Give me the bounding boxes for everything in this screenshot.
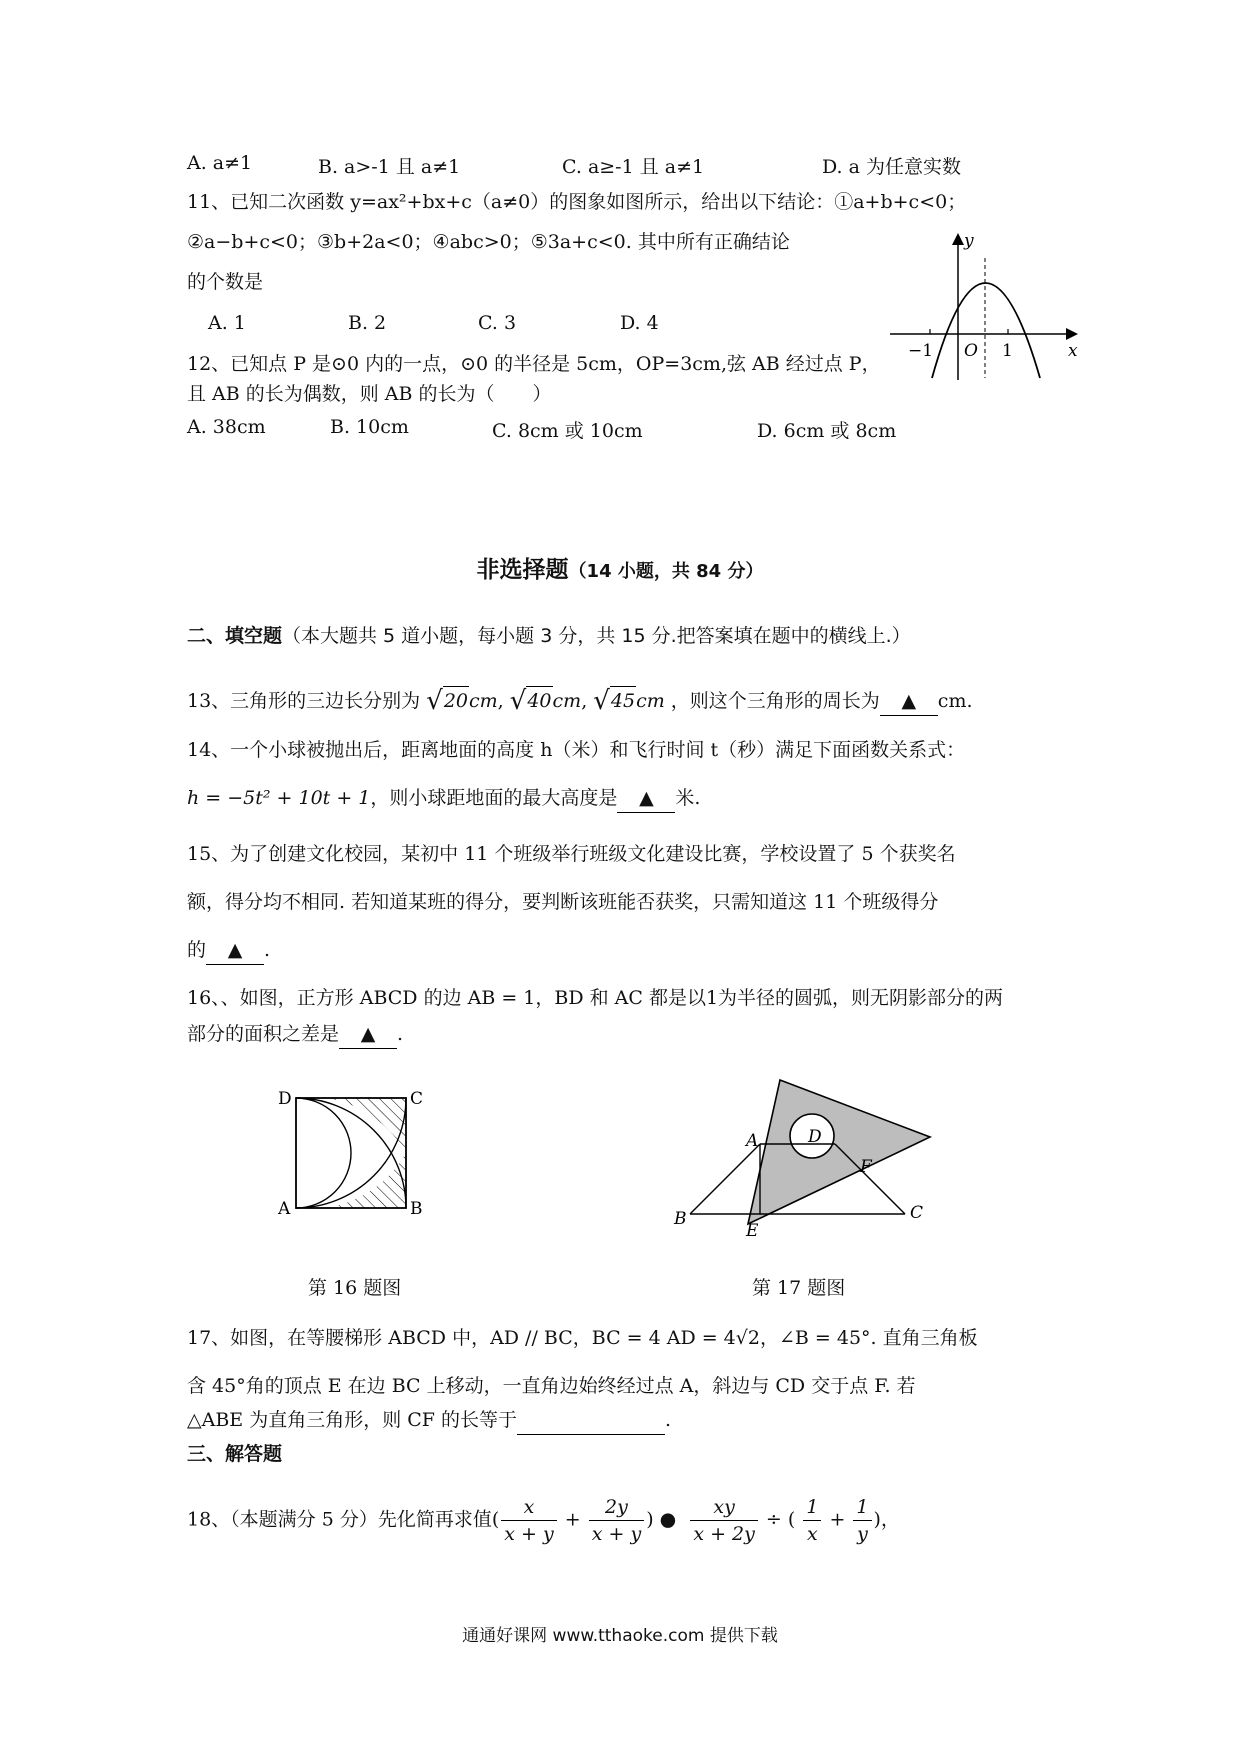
label-d: D xyxy=(278,1089,292,1109)
q18-fraction-2 xyxy=(589,1494,644,1547)
q11-option-d: D. 4 xyxy=(620,312,659,334)
label-a: A xyxy=(746,1131,759,1151)
q15-line3-prefix: 的 xyxy=(187,939,207,961)
q16-line2-suffix: . xyxy=(397,1023,404,1045)
q18-suffix: ， xyxy=(880,1508,900,1531)
q13-answer-blank[interactable]: ▲ xyxy=(880,687,938,716)
part2-title xyxy=(0,556,1240,586)
q12-option-c: C. 8cm 或 10cm xyxy=(492,420,643,442)
origin-label: O xyxy=(964,341,978,361)
q11-line-1: 11、已知二次函数 y=ax²+bx+c（a≠0）的图象如图所示，给出以下结论：①a+b+c<0； xyxy=(187,191,967,213)
q18-f1-numerator: x xyxy=(501,1494,556,1521)
q13-mid: ，则这个三角形的周长为 xyxy=(670,690,880,712)
q12-option-b: B. 10cm xyxy=(330,416,409,438)
figure-16 xyxy=(270,1080,450,1220)
q13-radicand-1: 20 xyxy=(443,686,469,715)
q14-answer-blank[interactable]: ▲ xyxy=(617,784,675,813)
q12-option-d: D. 6cm 或 8cm xyxy=(757,420,897,442)
q14-line-2 xyxy=(187,784,700,813)
q13-unit-3: cm xyxy=(636,690,665,712)
q18-fraction-3 xyxy=(690,1494,758,1547)
q14-formula: h = −5t² + 10t + 1 xyxy=(187,787,371,809)
q10-option-d: D. a 为任意实数 xyxy=(822,156,962,178)
q17-line-1: 17、如图，在等腰梯形 ABCD 中，AD // BC，BC = 4 AD = 4√2，∠B = 45°. 直角三角板 xyxy=(187,1327,978,1349)
section2-head: 二、填空题 xyxy=(187,625,283,647)
q13-radicand-3: 45 xyxy=(610,686,636,715)
q16-answer-blank[interactable]: ▲ xyxy=(339,1020,397,1049)
label-e: E xyxy=(746,1221,759,1241)
q18-line: 18、（本题满分 5 分）先化简再求值( $\frac{x}{x + y}$ + $\frac{2y}{x + y}$ ) ● $\frac{xy}{x + 2y}$ ÷ ( $\frac{1}{x}$ + $\frac{1}{y}$ )， xyxy=(187,1496,900,1545)
sqrt-sign: √ xyxy=(509,686,527,716)
triangle-ruler xyxy=(748,1080,930,1224)
part2-title-main: 非选择题 xyxy=(476,557,569,583)
q13-radicand-2: 40 xyxy=(526,686,552,715)
q11-option-a: A. 1 xyxy=(208,312,246,334)
q11-option-c: C. 3 xyxy=(478,312,517,334)
q11-option-b: B. 2 xyxy=(348,312,387,334)
section2-rest: （本大题共 5 道小题，每小题 3 分，共 15 分.把答案填在题中的横线上.） xyxy=(282,625,911,647)
sqrt-sign: √ xyxy=(426,686,443,716)
q18-f5-numerator: 1 xyxy=(853,1494,871,1521)
label-f: F xyxy=(860,1157,872,1177)
q10-option-b: B. a>-1 且 a≠1 xyxy=(318,156,461,178)
q12-option-a: A. 38cm xyxy=(187,416,266,438)
label-b: B xyxy=(410,1199,423,1219)
q18-f1-denominator: x + y xyxy=(504,1523,554,1545)
q10-option-c: C. a≥-1 且 a≠1 xyxy=(562,156,705,178)
tick-pos-label: 1 xyxy=(1002,341,1013,361)
q18-f5-denominator: y xyxy=(857,1523,868,1545)
section3-header: 三、解答题 xyxy=(187,1443,283,1465)
q18-f3-denominator: x + 2y xyxy=(693,1523,755,1545)
q15-answer-blank[interactable]: ▲ xyxy=(206,936,264,965)
q18-f2-numerator: 2y xyxy=(589,1494,644,1521)
q11-line-3: 的个数是 xyxy=(187,271,264,293)
q18-f4-denominator: x xyxy=(807,1523,818,1545)
tick-neg-label: −1 xyxy=(908,341,934,361)
q16-line-2 xyxy=(187,1020,403,1049)
q18-fraction-4 xyxy=(803,1494,821,1547)
parabola-curve xyxy=(932,283,1040,378)
q13-line: 13、三角形的三边长分别为 √20cm, √40cm, √45cm ，则这个三角形的周长为 ▲ cm. xyxy=(187,686,973,716)
q14-mid: ，则小球距地面的最大高度是 xyxy=(370,787,618,809)
q17-answer-blank[interactable] xyxy=(517,1406,665,1435)
figure-16-caption: 第 16 题图 xyxy=(308,1277,402,1299)
q14-suffix: 米. xyxy=(675,787,701,809)
q12-line-2: 且 AB 的长为偶数，则 AB 的长为（ ） xyxy=(187,383,552,405)
q18-fraction-1 xyxy=(501,1494,556,1547)
q11-line-2: ②a−b+c<0；③b+2a<0；④abc>0；⑤3a+c<0. 其中所有正确结论 xyxy=(187,231,790,253)
q13-unit-2: cm xyxy=(552,690,582,712)
q13-suffix: cm. xyxy=(937,690,973,712)
q17-line-2: 含 45°角的顶点 E 在边 BC 上移动，一直角边始终经过点 A，斜边与 CD 交于点 F. 若 xyxy=(187,1375,916,1397)
q17-line-3 xyxy=(187,1406,671,1435)
q18-fraction-5 xyxy=(853,1494,871,1547)
q18-f2-denominator: x + y xyxy=(591,1523,642,1545)
figure-17 xyxy=(660,1060,960,1250)
inner-arc xyxy=(296,1098,351,1208)
q18-f4-numerator: 1 xyxy=(803,1494,821,1521)
parabola-graph xyxy=(890,228,1090,388)
page-footer: 通通好课网 www.tthaoke.com 提供下载 xyxy=(462,1626,778,1646)
q14-line-1: 14、一个小球被抛出后，距离地面的高度 h（米）和飞行时间 t（秒）满足下面函数关系式： xyxy=(187,739,966,761)
q15-line3-suffix: . xyxy=(264,939,271,961)
label-a: A xyxy=(278,1199,291,1219)
q12-line-1: 12、已知点 P 是⊙0 内的一点，⊙0 的半径是 5cm，OP=3cm,弦 AB 经过点 P， xyxy=(187,353,881,375)
q15-line-1: 15、为了创建文化校园，某初中 11 个班级举行班级文化建设比赛，学校设置了 5 个获奖名 xyxy=(187,843,956,865)
q13-unit-1: cm xyxy=(469,690,498,712)
side-ab xyxy=(690,1144,760,1214)
y-axis-label: y xyxy=(964,231,974,251)
q16-line2-prefix: 部分的面积之差是 xyxy=(187,1023,340,1045)
sqrt-sign: √ xyxy=(593,686,610,716)
q15-line-2: 额，得分均不相同. 若知道某班的得分，要判断该班能否获奖，只需知道这 11 个班级得分 xyxy=(187,891,939,913)
part2-title-sub: （14 小题，共 84 分） xyxy=(568,561,764,582)
x-axis-label: x xyxy=(1068,341,1078,361)
label-c: C xyxy=(410,1089,424,1109)
label-b: B xyxy=(674,1209,687,1229)
q13-prefix: 13、三角形的三边长分别为 xyxy=(187,690,421,712)
section2-header xyxy=(187,622,911,650)
label-c: C xyxy=(910,1203,924,1223)
q15-line-3 xyxy=(187,936,270,965)
q17-line3-suffix: . xyxy=(665,1409,672,1431)
q18-prefix: 18、（本题满分 5 分）先化简再求值 xyxy=(187,1508,492,1531)
label-d: D xyxy=(808,1127,822,1147)
q10-option-a: A. a≠1 xyxy=(187,152,253,174)
q18-f3-numerator: xy xyxy=(690,1494,758,1521)
q16-line-1: 16、、如图，正方形 ABCD 的边 AB = 1，BD 和 AC 都是以1为半径的圆弧，则无阴影部分的两 xyxy=(187,987,1004,1009)
figure-17-caption: 第 17 题图 xyxy=(752,1277,846,1299)
q17-line3-prefix: △ABE 为直角三角形，则 CF 的长等于 xyxy=(187,1409,518,1431)
